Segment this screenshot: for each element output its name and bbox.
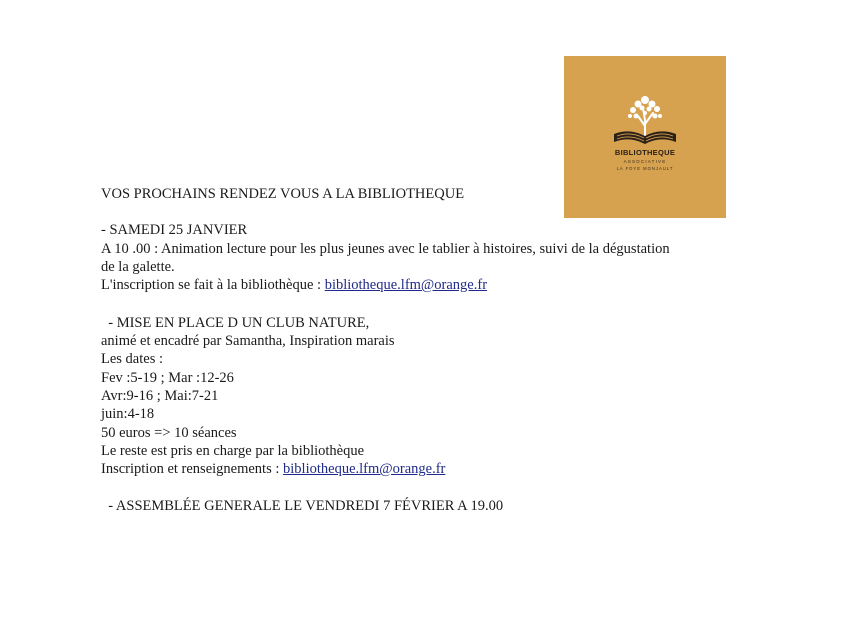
- event2-email-link[interactable]: bibliotheque.lfm@orange.fr: [283, 461, 446, 477]
- event2-support: Le reste est pris en charge par la bibliothèque: [101, 443, 365, 459]
- event3-title: - ASSEMBLÉE GENERALE LE VENDREDI 7 FÉVRIER A 19.00: [101, 498, 504, 514]
- open-book-tree-icon: [564, 56, 726, 218]
- event2-price: 50 euros => 10 séances: [101, 425, 237, 441]
- page-heading: VOS PROCHAINS RENDEZ VOUS A LA BIBLIOTHEQUE: [101, 186, 465, 202]
- event1-title: - SAMEDI 25 JANVIER: [101, 222, 248, 238]
- logo-subtitle: ASSOCIATIVE: [623, 159, 667, 164]
- event1-inscription-label: L'inscription se fait à la bibliothèque :: [101, 277, 325, 293]
- logo-title: BIBLIOTHEQUE: [614, 148, 676, 157]
- event1-email-link[interactable]: bibliotheque.lfm@orange.fr: [324, 277, 488, 293]
- event2-inscription: [101, 460, 445, 478]
- event2-title: - MISE EN PLACE D UN CLUB NATURE,: [101, 315, 370, 331]
- event1-inscription: [101, 276, 487, 294]
- event2-inscription-label: Inscription et renseignements :: [101, 461, 284, 477]
- event1-description-cont: de la galette.: [101, 259, 175, 275]
- library-logo: [564, 56, 726, 218]
- event2-date-line: Fev :5-19 ; Mar :12-26: [101, 370, 234, 386]
- event2-date-line: juin:4-18: [101, 406, 155, 422]
- event1-description: A 10 .00 : Animation lecture pour les plus jeunes avec le tablier à histoires, suivi de la dégustation: [101, 241, 670, 257]
- event2-date-line: Avr:9-16 ; Mai:7-21: [101, 388, 219, 404]
- event2-dates-label: Les dates :: [101, 351, 164, 367]
- logo-place: LA FOYE MONJAULT: [616, 166, 674, 171]
- event2-animator: animé et encadré par Samantha, Inspiration marais: [101, 333, 395, 349]
